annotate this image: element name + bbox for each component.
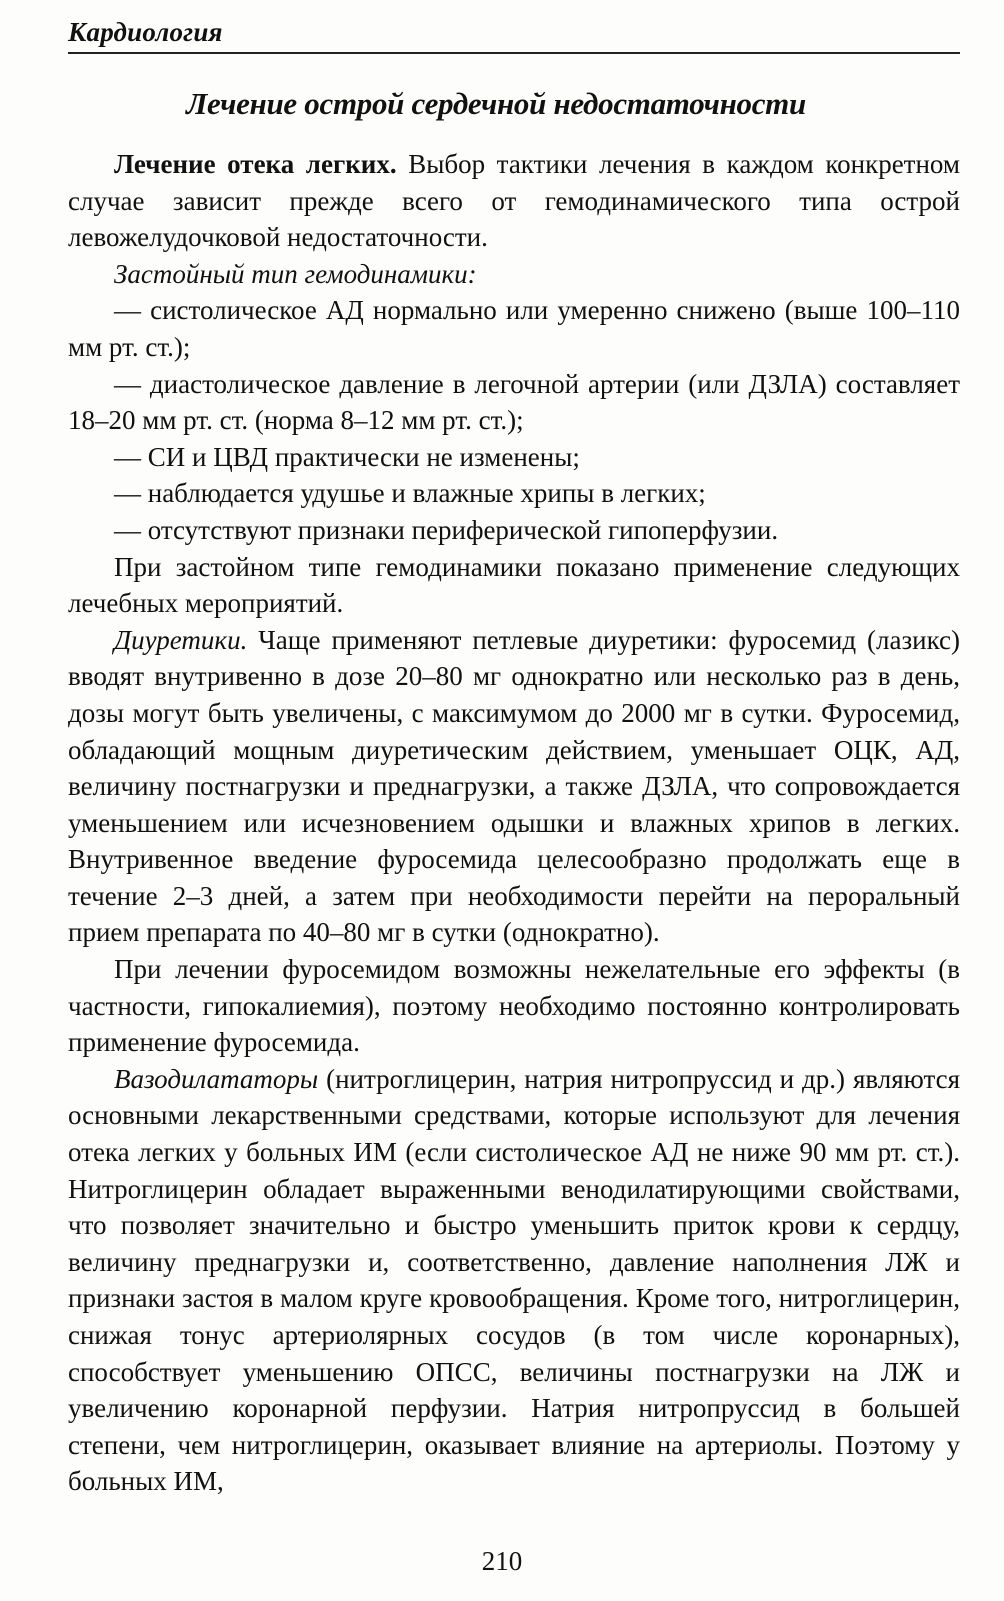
paragraph-heading: Лечение отека легких. (114, 149, 397, 179)
paragraph-vasodilators (68, 1061, 960, 1500)
subheading-congestive-type: Застойный тип гемодинамики: (114, 258, 477, 289)
page-number: 210 (481, 1546, 523, 1576)
list-item: — СИ и ЦВД практически не изменены; (114, 441, 580, 472)
section-title: Лечение острой сердечной недостаточности (186, 86, 806, 121)
paragraph-furosemide-effects: При лечении фуросемидом возможны нежелательные его эффекты (в частности, гипокалиемия), поэтому необходимо постоянно контролировать применение фуросемида. (68, 954, 960, 1058)
paragraph-text: Чаще применяют петлевые диуретики: фуросемид (лазикс) вводят внутривенно в дозе 20–80 мг однократно или несколько раз в день, дозы могут быть увеличены, с максимумом до 2000 мг в сутки. Фуросемид, обладающий мощным диуретическим действием, уменьшает ОЦК, АД, величину постнагрузки и преднагрузки, а также ДЗЛА, что сопровождается уменьшением или исчезновением одышки и влажных хрипов в легких. Внутривенное введение фуросемида целесообразно продолжать еще в течение 2–3 дней, а затем при необходимости перейти на пероральный прием препарата по 40–80 мг в сутки (однократно). (68, 624, 960, 948)
paragraph-measures: При застойном типе гемодинамики показано применение следующих лечебных мероприятий. (68, 551, 960, 619)
subheading-diuretics: Диуретики. (114, 624, 248, 655)
list-item: — систолическое АД нормально или умеренно снижено (выше 100–110 мм рт. ст.); (68, 295, 960, 362)
subheading-vasodilators: Вазодилататоры (114, 1063, 319, 1094)
list-item: — диастолическое давление в легочной артерии (или ДЗЛА) составляет 18–20 мм рт. ст. (норма 8–12 мм рт. ст.); (68, 368, 960, 436)
paragraph-text: (нитроглицерин, натрия нитропруссид и др.) являются основными лекарственными средствами, которые используют для лечения отека легких у больных ИМ (если систолическое АД не ниже 90 мм рт. ст.). Нитроглицерин обладает выраженными венодилатирующими свойствами, что позволяет значительно и быстро уменьшить приток крови к сердцу, величину преднагрузки и, соответственно, давление наполнения ЛЖ и признаки застоя в малом круге кровообращения. Кроме того, нитроглицерин, снижая тонус артериолярных сосудов (в том числе коронарных), способствует уменьшению ОПСС, величины постнагрузки на ЛЖ и увеличению коронарной перфузии. Натрия нитропруссид в большей степени, чем нитроглицерин, оказывает влияние на артериолы. Поэтому у больных ИМ, (68, 1063, 960, 1497)
list-item: — отсутствуют признаки периферической гипоперфузии. (114, 514, 779, 545)
body-text (68, 146, 960, 1500)
list-item: — наблюдается удушье и влажные хрипы в легких; (114, 478, 706, 509)
paragraph-congestive-type (68, 256, 960, 293)
paragraph-edema-treatment (68, 146, 960, 256)
paragraph-diuretics (68, 622, 960, 951)
running-header (68, 8, 960, 54)
paragraph-text: Выбор тактики лечения в каждом конкретном случае зависит прежде всего от гемодинамического типа острой левожелудочковой недостаточности. (68, 149, 960, 253)
running-header-title: Кардиология (68, 17, 223, 47)
